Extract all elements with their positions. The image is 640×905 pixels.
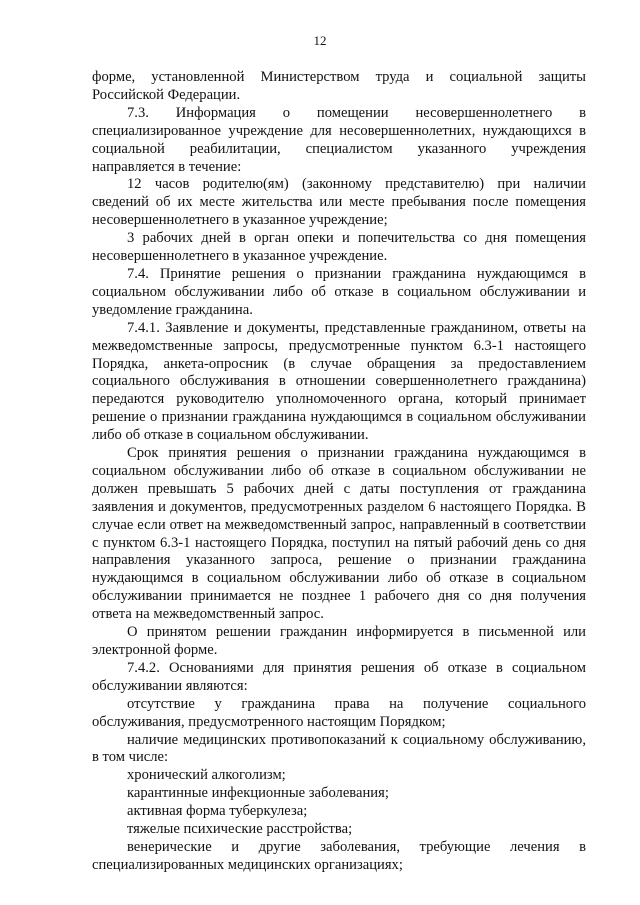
list-item-no-right: отсутствие у гражданина права на получение социального обслуживания, предусмотренного настоящим Порядком; bbox=[92, 695, 586, 730]
paragraph-continuation: форме, установленной Министерством труда и социальной защиты Российской Федерации. bbox=[92, 69, 586, 103]
paragraph-guardianship-notice: 3 рабочих дней в орган опеки и попечительства со дня помещения несовершеннолетнего в указанное учреждение. bbox=[92, 230, 586, 265]
paragraph-7-4-2: 7.4.2. Основаниями для принятия решения об отказе в социальном обслуживании являются: bbox=[92, 659, 586, 694]
paragraph-7-4-1: 7.4.1. Заявление и документы, представленные гражданином, ответы на межведомственные запросы, предусмотренные пунктом 6.3-1 настоящего Порядка, анкета-опросник (в случае обращения за предоставлением социального обслуживания в отношении совершеннолетнего гражданина) передаются руководителю уполномоченного органа, который принимает решение о признании гражданина нуждающимся в социальном обслуживании либо об отказе в социальном обслуживании. bbox=[92, 319, 586, 444]
list-item-infections: карантинные инфекционные заболевания; bbox=[127, 785, 389, 802]
paragraph-decision-notice: О принятом решении гражданин информируется в письменной или электронной форме. bbox=[92, 624, 586, 658]
page-number: 12 bbox=[313, 33, 327, 48]
list-item-venereal-diseases: венерические и другие заболевания, требующие лечения в специализированных медицинских организациях; bbox=[92, 838, 586, 873]
document-body bbox=[92, 69, 586, 875]
list-item-alcoholism: хронический алкоголизм; bbox=[127, 767, 286, 784]
list-item-contraindications: наличие медицинских противопоказаний к социальному обслуживанию, в том числе: bbox=[92, 731, 586, 766]
paragraph-decision-term: Срок принятия решения о признании гражданина нуждающимся в социальном обслуживании либо об отказе в социальном обслуживании не должен превышать 5 рабочих дней с даты поступления от гражданина заявления и документов, предусмотренных разделом 6 настоящего Порядка. В случае если ответ на межведомственный запрос, направленный в соответствии с пунктом 6.3-1 настоящего Порядка, поступил на пятый рабочий день со дня направления указанного запроса, решение о признании гражданина нуждающимся в социальном обслуживании либо об отказе в социальном обслуживании принимается не позднее 1 рабочего дня со дня получения ответа на межведомственный запрос. bbox=[92, 445, 586, 623]
paragraph-7-3: 7.3. Информация о помещении несовершеннолетнего в специализированное учреждение для несовершеннолетних, нуждающихся в социальной реабилитации, специалистом указанного учреждения направляется в течение: bbox=[92, 104, 586, 175]
list-item-mental-disorders: тяжелые психические расстройства; bbox=[127, 821, 353, 838]
paragraph-7-4: 7.4. Принятие решения о признании гражданина нуждающимся в социальном обслуживании либо об отказе в социальном обслуживании и уведомление гражданина. bbox=[92, 265, 586, 318]
paragraph-parents-notice: 12 часов родителю(ям) (законному представителю) при наличии сведений об их месте жительства или месте пребывания после помещения несовершеннолетнего в указанное учреждение; bbox=[92, 176, 586, 229]
list-item-tuberculosis: активная форма туберкулеза; bbox=[127, 803, 308, 820]
